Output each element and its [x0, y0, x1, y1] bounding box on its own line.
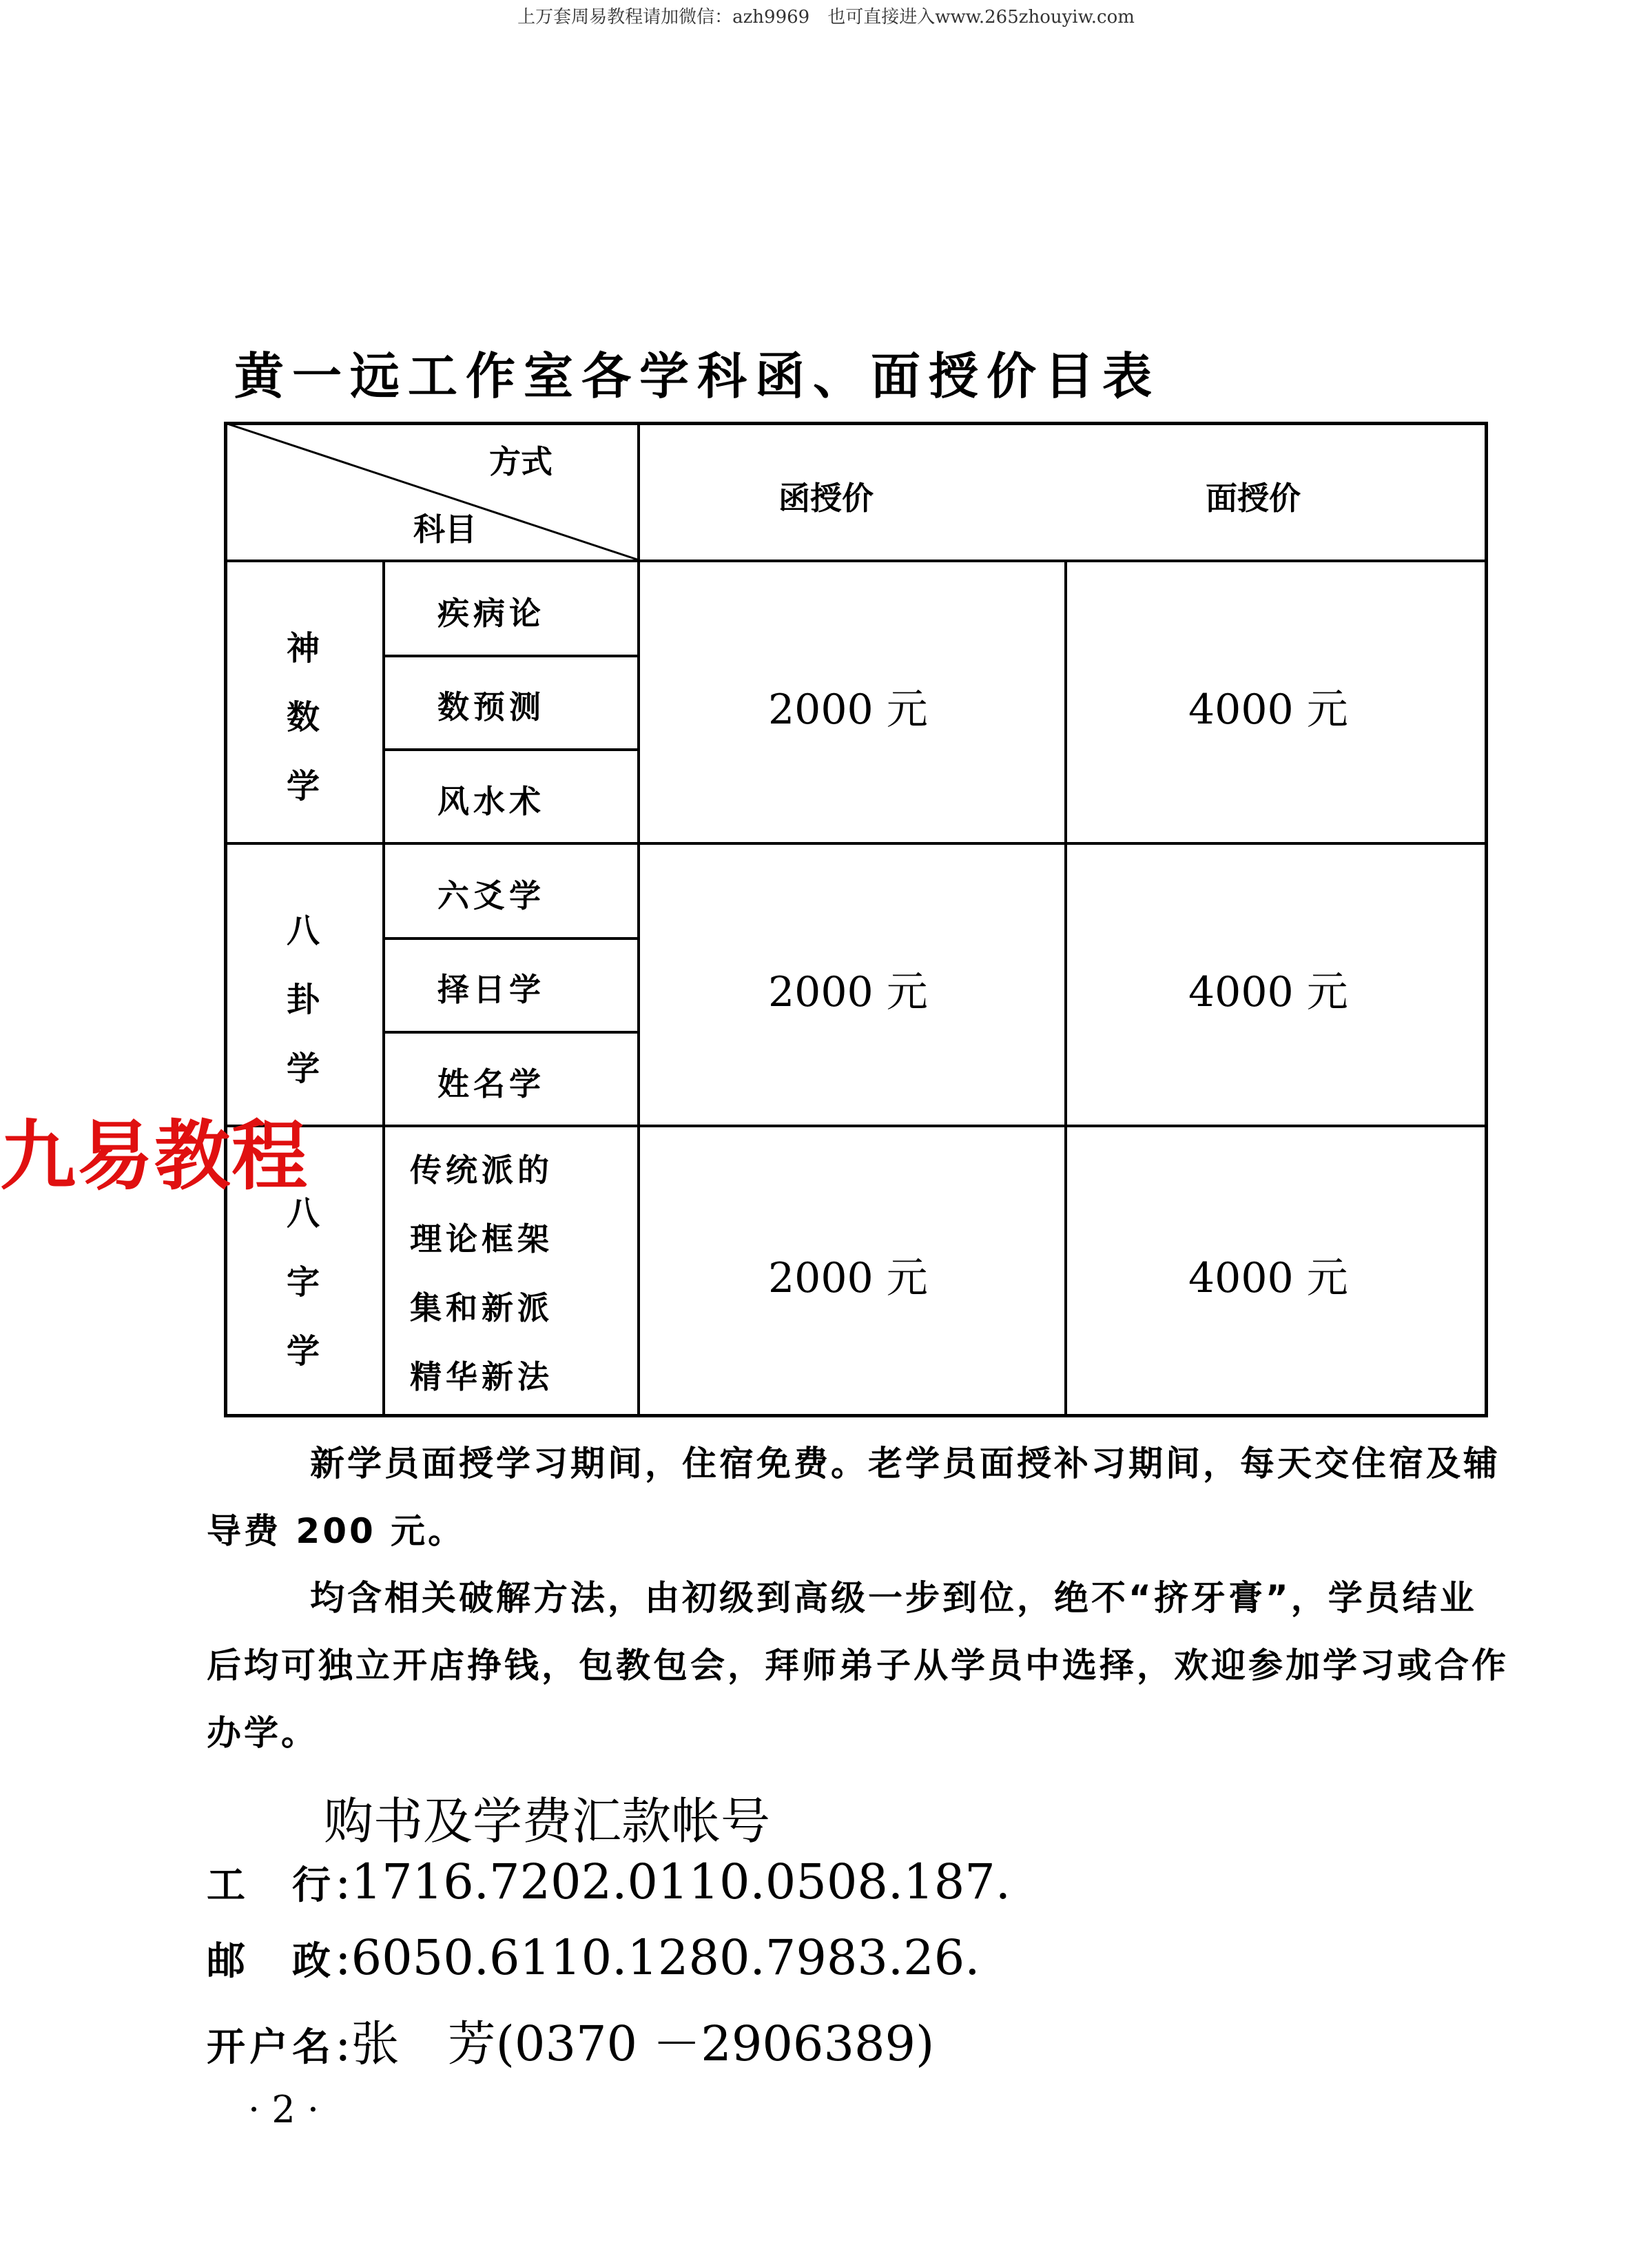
subject-cell: 风水术	[437, 783, 545, 820]
account-title: 购书及学费汇款帐号	[324, 1792, 771, 1850]
category-char: 字	[286, 1263, 320, 1302]
watermark-logo: 九易教程	[0, 1112, 309, 1200]
account-number: 6050.6110.1280.7983.26.	[351, 1929, 980, 1986]
header-mail-price: 函授价	[778, 480, 874, 517]
account-number: 1716.7202.0110.0508.187.	[351, 1854, 1011, 1910]
account-row-postal: 邮 政:6050.6110.1280.7983.26.	[207, 1929, 980, 1986]
header-mode-label: 方式	[489, 443, 553, 480]
subject-cell: 理论框架	[410, 1220, 553, 1258]
header-face-price: 面授价	[1206, 480, 1301, 517]
subject-cell: 传统派的	[410, 1151, 553, 1189]
page-title: 黄一远工作室各学科函、面授价目表	[234, 347, 1161, 405]
account-label: 工 行	[207, 1863, 335, 1908]
price-table	[224, 422, 1488, 1417]
category-char: 八	[286, 1194, 320, 1233]
subject-cell: 疾病论	[437, 595, 545, 632]
subject-cell: 精华新法	[410, 1358, 553, 1395]
category-char: 学	[286, 1332, 320, 1371]
header-subject-label: 科目	[413, 511, 477, 548]
page-number: · 2 ·	[248, 2088, 320, 2131]
mail-price-cell: 2000 元	[768, 686, 928, 734]
category-char: 学	[286, 1049, 320, 1088]
subject-cell: 姓名学	[437, 1065, 545, 1103]
subject-cell: 六爻学	[437, 877, 545, 914]
category-char: 数	[286, 698, 320, 737]
face-price-cell: 4000 元	[1188, 686, 1348, 734]
account-label: 开户名	[207, 2025, 335, 2070]
account-row-holder: 开户名:张 芳(0370 －2906389)	[207, 2016, 935, 2072]
face-price-cell: 4000 元	[1188, 968, 1348, 1016]
mail-price-cell: 2000 元	[768, 1254, 928, 1302]
mail-price-cell: 2000 元	[768, 968, 928, 1016]
notice-paragraph-courses: 均含相关破解方法，由初级到高级一步到位，绝不“挤牙膏”，学员结业后均可独立开店挣钱，包教包会，拜师弟子从学员中选择，欢迎参加学习或合作办学。	[207, 1578, 1509, 1753]
account-holder: 张 芳(0370 －2906389)	[351, 2016, 935, 2072]
account-row-icbc: 工 行:1716.7202.0110.0508.187.	[207, 1854, 1011, 1910]
category-char: 学	[286, 767, 320, 806]
category-char: 八	[286, 912, 320, 950]
category-char: 神	[286, 629, 320, 668]
header-note: 上万套周易教程请加微信：azh9969 也可直接进入www.265zhouyiw.com	[517, 7, 1135, 28]
subject-cell: 集和新派	[410, 1289, 553, 1326]
subject-cell: 择日学	[437, 971, 545, 1008]
subject-cell: 数预测	[437, 688, 545, 726]
category-char: 卦	[286, 981, 320, 1019]
face-price-cell: 4000 元	[1188, 1254, 1348, 1302]
account-label: 邮 政	[207, 1939, 335, 1984]
notice-paragraph-accommodation: 新学员面授学习期间，住宿免费。老学员面授补习期间，每天交住宿及辅导费 200 元。	[207, 1444, 1500, 1551]
